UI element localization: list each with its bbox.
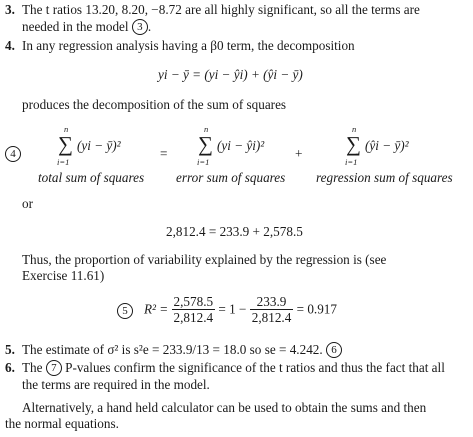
fraction-2-numerator: 233.9 <box>250 294 294 310</box>
plus-sign: + <box>295 146 303 161</box>
item-3-line-2 <box>22 19 151 35</box>
item-3-period: . <box>147 19 152 34</box>
item-6-text: P-values confirm the significance of the t ratios and thus the fact that all <box>65 360 445 375</box>
item-6-the: The <box>22 360 43 375</box>
step-marker-5: 5 <box>117 303 133 319</box>
sum-2-term: (yi − ŷi)² <box>217 138 265 153</box>
sum-2-upper-limit: n <box>204 124 209 134</box>
fraction-2-denominator: 2,812.4 <box>251 310 292 325</box>
fraction-1-denominator: 2,812.4 <box>173 310 214 325</box>
numeric-decomposition: 2,812.4 = 233.9 + 2,578.5 <box>166 224 303 239</box>
step-marker-3: 3 <box>132 19 148 35</box>
label-regression-sum-of-squares: regression sum of squares <box>316 170 453 185</box>
r-squared-equation <box>144 294 337 325</box>
sum-3-lower-limit: i=1 <box>345 157 358 167</box>
or-text: or <box>22 196 33 211</box>
sum-1-term: (yi − ȳ)² <box>77 138 121 153</box>
sum-2-lower-limit: i=1 <box>197 157 210 167</box>
produces-text: produces the decomposition of the sum of squares <box>22 97 287 112</box>
r-squared-label: R² = <box>144 301 169 317</box>
step-marker-7: 7 <box>46 360 62 376</box>
label-error-sum-of-squares: error sum of squares <box>176 170 286 185</box>
step-marker-4: 4 <box>5 146 21 162</box>
sum-1-sigma: ∑ <box>58 132 73 156</box>
sum-3-term: (ŷi − ȳ)² <box>365 138 409 153</box>
label-total-sum-of-squares: total sum of squares <box>38 170 145 185</box>
item-5-line <box>22 342 342 358</box>
r-squared-fraction-2 <box>250 294 294 325</box>
sum-3-upper-limit: n <box>352 124 357 134</box>
sum-2-sigma: ∑ <box>198 132 213 156</box>
item-4-line-1: In any regression analysis having a β0 term, the decomposition <box>22 38 355 53</box>
sum-1-upper-limit: n <box>64 124 69 134</box>
thus-line-2: Exercise 11.61) <box>22 268 105 283</box>
item-3-line-1: The t ratios 13.20, 8.20, −8.72 are all highly significant, so all the terms are <box>22 2 420 17</box>
item-4-number: 4. <box>5 38 15 53</box>
decomposition-equation: yi − ȳ = (yi − ŷi) + (ŷi − ȳ) <box>158 67 303 82</box>
closing-line-2: the normal equations. <box>5 416 119 431</box>
item-3-number: 3. <box>5 2 15 17</box>
item-6-line-1 <box>22 360 445 376</box>
item-6-line-2: the terms are required in the model. <box>22 377 210 392</box>
sum-1-lower-limit: i=1 <box>57 157 70 167</box>
item-5-number: 5. <box>5 342 15 357</box>
item-6-number: 6. <box>5 360 15 375</box>
closing-line-1: Alternatively, a hand held calculator can be used to obtain the sums and then <box>22 400 427 415</box>
step-marker-6: 6 <box>326 342 342 358</box>
r-squared-result: = 0.917 <box>296 301 337 317</box>
equals-sign: = <box>160 146 168 161</box>
fraction-1-numerator: 2,578.5 <box>173 294 214 309</box>
sum-3-sigma: ∑ <box>346 132 361 156</box>
r-squared-fraction-1 <box>172 294 216 325</box>
thus-line-1: Thus, the proportion of variability explained by the regression is (see <box>22 252 387 267</box>
item-3-line-2-text: needed in the model <box>22 19 129 34</box>
equals-one-minus: = 1 − <box>218 301 247 317</box>
item-5-text: The estimate of σ² is s²e = 233.9/13 = 18.0 so se = 4.242. <box>22 342 323 357</box>
